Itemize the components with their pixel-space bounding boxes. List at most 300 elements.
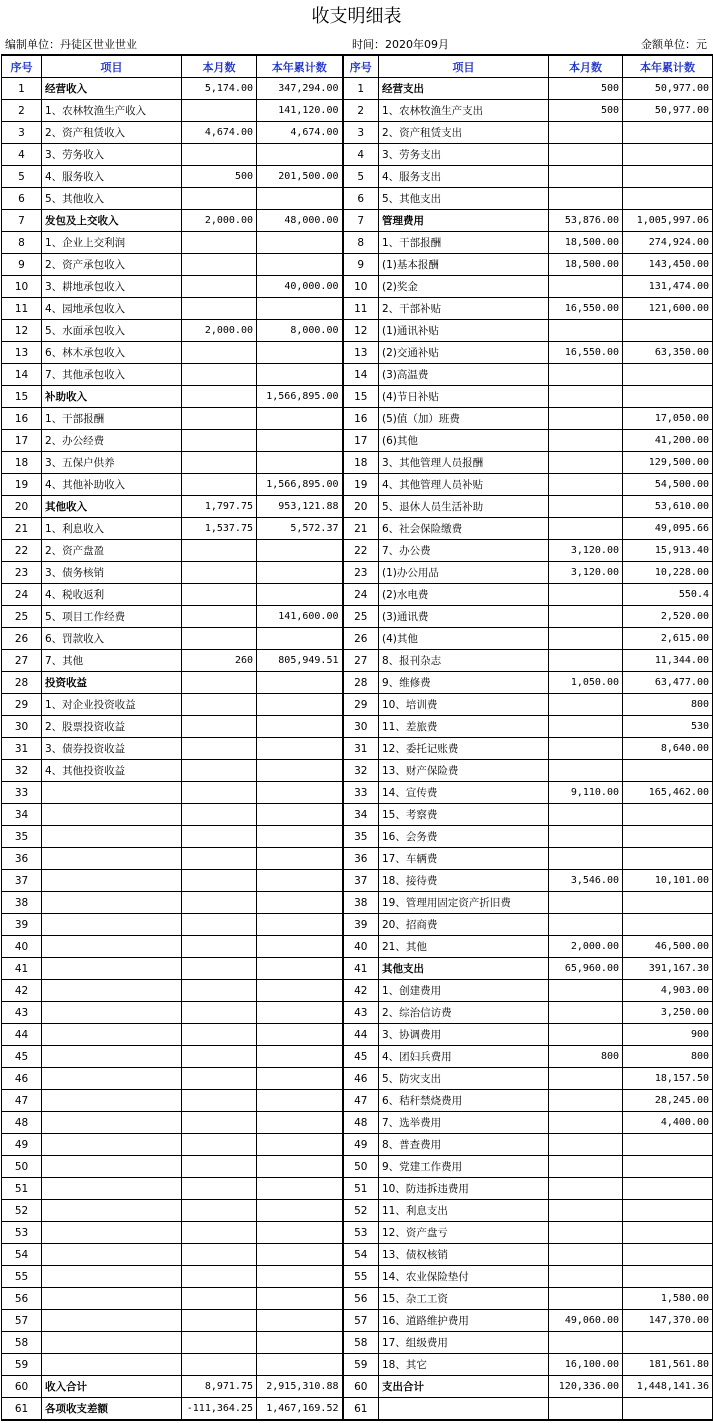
- income-month-value: [182, 672, 257, 694]
- expense-item: (3)高温费: [379, 364, 549, 386]
- row-index-right: 53: [343, 1222, 379, 1244]
- expense-ytd-value: 63,350.00: [623, 342, 713, 364]
- table-row: [2, 870, 713, 892]
- income-ytd-value: [257, 628, 343, 650]
- income-ytd-value: 347,294.00: [257, 78, 343, 100]
- expense-ytd-value: 41,200.00: [623, 430, 713, 452]
- expense-month-value: [549, 738, 623, 760]
- income-month-value: [182, 254, 257, 276]
- row-index-right: 48: [343, 1112, 379, 1134]
- income-item: 投资收益: [42, 672, 182, 694]
- row-index-left: 59: [2, 1354, 42, 1376]
- currency-unit: 金额单位：元: [641, 38, 707, 51]
- table-row: [2, 760, 713, 782]
- expense-ytd-value: 165,462.00: [623, 782, 713, 804]
- income-month-value: [182, 694, 257, 716]
- expense-month-value: [549, 1244, 623, 1266]
- income-item: [42, 804, 182, 826]
- expense-month-value: [549, 122, 623, 144]
- row-index-left: 31: [2, 738, 42, 760]
- table-row: [2, 738, 713, 760]
- income-ytd-value: [257, 298, 343, 320]
- expense-item: 管理费用: [379, 210, 549, 232]
- expense-ytd-value: 3,250.00: [623, 1002, 713, 1024]
- table-row: [2, 1112, 713, 1134]
- row-index-right: 42: [343, 980, 379, 1002]
- income-item: [42, 848, 182, 870]
- row-index-left: 12: [2, 320, 42, 342]
- expense-month-value: [549, 1002, 623, 1024]
- table-header-row: [2, 55, 713, 78]
- expense-month-value: [549, 1024, 623, 1046]
- row-index-left: 16: [2, 408, 42, 430]
- income-item: 5、项目工作经费: [42, 606, 182, 628]
- expense-item: 19、管理用固定资产折旧费: [379, 892, 549, 914]
- income-month-value: 1,797.75: [182, 496, 257, 518]
- row-index-right: 16: [343, 408, 379, 430]
- report-title: 收支明细表: [311, 6, 402, 27]
- row-index-left: 42: [2, 980, 42, 1002]
- row-index-right: 15: [343, 386, 379, 408]
- expense-ytd-value: [623, 1200, 713, 1222]
- row-index-left: 49: [2, 1134, 42, 1156]
- expense-month-value: 120,336.00: [549, 1376, 623, 1398]
- expense-month-value: [549, 1090, 623, 1112]
- table-row: [2, 1244, 713, 1266]
- expense-item: 16、道路维护费用: [379, 1310, 549, 1332]
- expense-item: 经营支出: [379, 78, 549, 100]
- expense-ytd-value: 46,500.00: [623, 936, 713, 958]
- row-index-left: 53: [2, 1222, 42, 1244]
- row-index-left: 8: [2, 232, 42, 254]
- row-index-left: 36: [2, 848, 42, 870]
- expense-item: (4)其他: [379, 628, 549, 650]
- expense-month-value: [549, 914, 623, 936]
- expense-item: (1)办公用品: [379, 562, 549, 584]
- income-month-value: [182, 1178, 257, 1200]
- row-index-left: 61: [2, 1398, 42, 1421]
- expense-item: 1、农林牧渔生产支出: [379, 100, 549, 122]
- row-index-right: 40: [343, 936, 379, 958]
- income-month-value: [182, 342, 257, 364]
- table-row: [2, 496, 713, 518]
- row-index-left: 18: [2, 452, 42, 474]
- expense-month-value: 53,876.00: [549, 210, 623, 232]
- expense-item: 6、社会保险缴费: [379, 518, 549, 540]
- row-index-left: 27: [2, 650, 42, 672]
- income-item: [42, 1002, 182, 1024]
- table-row: [2, 298, 713, 320]
- row-index-right: 61: [343, 1398, 379, 1421]
- income-item: [42, 1090, 182, 1112]
- header-ytd-left: 本年累计数: [257, 55, 343, 78]
- row-index-right: 17: [343, 430, 379, 452]
- row-index-right: 7: [343, 210, 379, 232]
- income-ytd-value: 48,000.00: [257, 210, 343, 232]
- income-item: [42, 1266, 182, 1288]
- expense-month-value: [549, 1266, 623, 1288]
- table-row: [2, 1178, 713, 1200]
- row-index-right: 30: [343, 716, 379, 738]
- expense-item: 6、秸秆禁烧费用: [379, 1090, 549, 1112]
- table-row: [2, 650, 713, 672]
- income-month-value: [182, 386, 257, 408]
- expense-month-value: 500: [549, 78, 623, 100]
- row-index-left: 57: [2, 1310, 42, 1332]
- expense-ytd-value: 50,977.00: [623, 78, 713, 100]
- income-item: [42, 1354, 182, 1376]
- table-row: [2, 518, 713, 540]
- row-index-left: 52: [2, 1200, 42, 1222]
- income-item: [42, 1068, 182, 1090]
- expense-ytd-value: [623, 892, 713, 914]
- row-index-right: 1: [343, 78, 379, 100]
- income-month-value: [182, 958, 257, 980]
- expense-month-value: 18,500.00: [549, 232, 623, 254]
- expense-ytd-value: [623, 166, 713, 188]
- income-month-value: [182, 1046, 257, 1068]
- income-item: [42, 1288, 182, 1310]
- income-month-value: [182, 1244, 257, 1266]
- row-index-right: 32: [343, 760, 379, 782]
- expense-item: 7、办公费: [379, 540, 549, 562]
- row-index-right: 13: [343, 342, 379, 364]
- income-ytd-value: [257, 584, 343, 606]
- income-month-value: [182, 628, 257, 650]
- expense-ytd-value: 131,474.00: [623, 276, 713, 298]
- table-row: [2, 364, 713, 386]
- row-index-right: 3: [343, 122, 379, 144]
- expense-month-value: [549, 804, 623, 826]
- table-row: [2, 1090, 713, 1112]
- expense-month-value: 3,546.00: [549, 870, 623, 892]
- row-index-left: 47: [2, 1090, 42, 1112]
- income-item: 3、劳务收入: [42, 144, 182, 166]
- income-ytd-value: [257, 1244, 343, 1266]
- expense-month-value: 1,050.00: [549, 672, 623, 694]
- income-item: [42, 1134, 182, 1156]
- income-item: 2、资产租赁收入: [42, 122, 182, 144]
- expense-ytd-value: 4,903.00: [623, 980, 713, 1002]
- income-ytd-value: 4,674.00: [257, 122, 343, 144]
- expense-month-value: [549, 166, 623, 188]
- expense-item: 18、接待费: [379, 870, 549, 892]
- income-month-value: [182, 760, 257, 782]
- income-ytd-value: [257, 364, 343, 386]
- expense-month-value: [549, 1178, 623, 1200]
- expense-ytd-value: 1,005,997.06: [623, 210, 713, 232]
- expense-ytd-value: 54,500.00: [623, 474, 713, 496]
- income-month-value: 500: [182, 166, 257, 188]
- income-item: [42, 914, 182, 936]
- income-month-value: [182, 364, 257, 386]
- expense-month-value: [549, 1112, 623, 1134]
- row-index-left: 25: [2, 606, 42, 628]
- row-index-left: 55: [2, 1266, 42, 1288]
- row-index-left: 46: [2, 1068, 42, 1090]
- expense-item: 2、干部补贴: [379, 298, 549, 320]
- table-row: [2, 1376, 713, 1398]
- row-index-right: 60: [343, 1376, 379, 1398]
- expense-month-value: [549, 276, 623, 298]
- income-item: 4、其他投资收益: [42, 760, 182, 782]
- income-item: [42, 892, 182, 914]
- expense-item: 5、其他支出: [379, 188, 549, 210]
- income-ytd-value: [257, 1200, 343, 1222]
- row-index-right: 26: [343, 628, 379, 650]
- expense-month-value: 65,960.00: [549, 958, 623, 980]
- income-month-value: [182, 1310, 257, 1332]
- income-item: 1、企业上交利润: [42, 232, 182, 254]
- expense-item: 4、团妇兵费用: [379, 1046, 549, 1068]
- income-item: 6、罚款收入: [42, 628, 182, 650]
- income-item: 5、水面承包收入: [42, 320, 182, 342]
- header-item-right: 项目: [379, 55, 549, 78]
- row-index-left: 20: [2, 496, 42, 518]
- income-ytd-value: [257, 1156, 343, 1178]
- income-month-value: [182, 540, 257, 562]
- expense-item: (3)通讯费: [379, 606, 549, 628]
- table-row: [2, 958, 713, 980]
- expense-ytd-value: 8,640.00: [623, 738, 713, 760]
- row-index-right: 19: [343, 474, 379, 496]
- row-index-right: 57: [343, 1310, 379, 1332]
- row-index-right: 35: [343, 826, 379, 848]
- income-month-value: [182, 1090, 257, 1112]
- row-index-left: 60: [2, 1376, 42, 1398]
- income-ytd-value: [257, 870, 343, 892]
- row-index-left: 56: [2, 1288, 42, 1310]
- income-ytd-value: 141,600.00: [257, 606, 343, 628]
- income-item: [42, 826, 182, 848]
- table-row: [2, 782, 713, 804]
- income-month-value: [182, 1002, 257, 1024]
- income-ytd-value: [257, 430, 343, 452]
- expense-ytd-value: 28,245.00: [623, 1090, 713, 1112]
- income-month-value: -111,364.25: [182, 1398, 257, 1421]
- row-index-left: 7: [2, 210, 42, 232]
- income-month-value: 2,000.00: [182, 210, 257, 232]
- row-index-right: 50: [343, 1156, 379, 1178]
- row-index-right: 58: [343, 1332, 379, 1354]
- expense-month-value: 16,550.00: [549, 342, 623, 364]
- expense-month-value: [549, 848, 623, 870]
- header-index-left: 序号: [2, 55, 42, 78]
- income-ytd-value: [257, 848, 343, 870]
- reporting-unit: 编制单位：丹徒区世业世业: [5, 38, 137, 51]
- expense-ytd-value: 53,610.00: [623, 496, 713, 518]
- expense-month-value: [549, 188, 623, 210]
- income-month-value: 8,971.75: [182, 1376, 257, 1398]
- income-item: 7、其他承包收入: [42, 364, 182, 386]
- table-row: [2, 1024, 713, 1046]
- income-ytd-value: 141,120.00: [257, 100, 343, 122]
- expense-month-value: 3,120.00: [549, 540, 623, 562]
- expense-ytd-value: 11,344.00: [623, 650, 713, 672]
- income-month-value: [182, 914, 257, 936]
- expense-ytd-value: 10,228.00: [623, 562, 713, 584]
- income-item: [42, 936, 182, 958]
- row-index-right: 33: [343, 782, 379, 804]
- expense-month-value: [549, 892, 623, 914]
- table-row: [2, 606, 713, 628]
- income-month-value: [182, 298, 257, 320]
- income-ytd-value: [257, 540, 343, 562]
- income-month-value: [182, 1200, 257, 1222]
- income-item: [42, 1200, 182, 1222]
- row-index-right: 39: [343, 914, 379, 936]
- income-item: [42, 1332, 182, 1354]
- expense-ytd-value: [623, 1266, 713, 1288]
- row-index-right: 5: [343, 166, 379, 188]
- income-ytd-value: [257, 1222, 343, 1244]
- table-row: [2, 672, 713, 694]
- expense-month-value: [549, 518, 623, 540]
- expense-month-value: 800: [549, 1046, 623, 1068]
- row-index-right: 54: [343, 1244, 379, 1266]
- row-index-left: 34: [2, 804, 42, 826]
- row-index-left: 15: [2, 386, 42, 408]
- expense-ytd-value: 10,101.00: [623, 870, 713, 892]
- header-month-right: 本月数: [549, 55, 623, 78]
- expense-month-value: [549, 584, 623, 606]
- expense-ytd-value: [623, 188, 713, 210]
- table-row: [2, 210, 713, 232]
- report-meta: [0, 34, 713, 54]
- row-index-left: 38: [2, 892, 42, 914]
- income-ytd-value: [257, 144, 343, 166]
- expense-month-value: [549, 826, 623, 848]
- expense-month-value: [549, 430, 623, 452]
- income-ytd-value: 1,467,169.52: [257, 1398, 343, 1421]
- income-ytd-value: [257, 958, 343, 980]
- income-ytd-value: [257, 188, 343, 210]
- income-item: [42, 1222, 182, 1244]
- income-month-value: [182, 1332, 257, 1354]
- expense-item: (2)奖金: [379, 276, 549, 298]
- row-index-right: 31: [343, 738, 379, 760]
- expense-ytd-value: [623, 1244, 713, 1266]
- table-row: [2, 628, 713, 650]
- expense-item: 3、其他管理人员报酬: [379, 452, 549, 474]
- income-item: [42, 1046, 182, 1068]
- table-row: [2, 78, 713, 100]
- table-row: [2, 562, 713, 584]
- income-ytd-value: [257, 892, 343, 914]
- expense-item: 1、干部报酬: [379, 232, 549, 254]
- income-month-value: [182, 1156, 257, 1178]
- income-item: 3、五保户供养: [42, 452, 182, 474]
- expense-ytd-value: 274,924.00: [623, 232, 713, 254]
- expense-ytd-value: [623, 826, 713, 848]
- expense-month-value: [549, 1398, 623, 1421]
- expense-item: 9、维修费: [379, 672, 549, 694]
- row-index-right: 8: [343, 232, 379, 254]
- income-item: 各项收支差额: [42, 1398, 182, 1421]
- expense-ytd-value: [623, 320, 713, 342]
- expense-ytd-value: 49,095.66: [623, 518, 713, 540]
- table-row: [2, 1156, 713, 1178]
- row-index-right: 49: [343, 1134, 379, 1156]
- expense-item: 4、服务支出: [379, 166, 549, 188]
- income-ytd-value: [257, 738, 343, 760]
- income-month-value: [182, 584, 257, 606]
- income-month-value: [182, 716, 257, 738]
- row-index-left: 1: [2, 78, 42, 100]
- income-month-value: [182, 562, 257, 584]
- row-index-left: 23: [2, 562, 42, 584]
- expense-month-value: [549, 760, 623, 782]
- income-item: 2、资产盘盈: [42, 540, 182, 562]
- income-item: 3、债务核销: [42, 562, 182, 584]
- expense-ytd-value: 147,370.00: [623, 1310, 713, 1332]
- income-item: 发包及上交收入: [42, 210, 182, 232]
- income-ytd-value: [257, 1024, 343, 1046]
- row-index-left: 5: [2, 166, 42, 188]
- expense-item: 14、农业保险垫付: [379, 1266, 549, 1288]
- expense-ytd-value: 2,520.00: [623, 606, 713, 628]
- table-row: [2, 452, 713, 474]
- income-item: [42, 782, 182, 804]
- row-index-right: 51: [343, 1178, 379, 1200]
- expense-ytd-value: [623, 1332, 713, 1354]
- expense-ytd-value: [623, 804, 713, 826]
- expense-item: (4)节日补贴: [379, 386, 549, 408]
- expense-item: 11、利息支出: [379, 1200, 549, 1222]
- expense-item: 2、综治信访费: [379, 1002, 549, 1024]
- expense-item: 21、其他: [379, 936, 549, 958]
- expense-month-value: 49,060.00: [549, 1310, 623, 1332]
- table-row: [2, 694, 713, 716]
- table-row: [2, 848, 713, 870]
- expense-ytd-value: 391,167.30: [623, 958, 713, 980]
- expense-ytd-value: [623, 1134, 713, 1156]
- income-month-value: [182, 804, 257, 826]
- row-index-right: 6: [343, 188, 379, 210]
- report-period: 时间：2020年09月: [352, 38, 449, 51]
- income-item: 1、农林牧渔生产收入: [42, 100, 182, 122]
- expense-ytd-value: [623, 1398, 713, 1421]
- income-item: [42, 1112, 182, 1134]
- expense-item: 17、组级费用: [379, 1332, 549, 1354]
- row-index-left: 22: [2, 540, 42, 562]
- expense-item: 4、其他管理人员补贴: [379, 474, 549, 496]
- row-index-right: 14: [343, 364, 379, 386]
- row-index-left: 3: [2, 122, 42, 144]
- expense-item: 3、协调费用: [379, 1024, 549, 1046]
- table-row: [2, 386, 713, 408]
- income-item: [42, 1310, 182, 1332]
- row-index-right: 24: [343, 584, 379, 606]
- table-row: [2, 144, 713, 166]
- expense-ytd-value: [623, 386, 713, 408]
- row-index-left: 26: [2, 628, 42, 650]
- income-month-value: [182, 430, 257, 452]
- row-index-right: 25: [343, 606, 379, 628]
- income-month-value: [182, 474, 257, 496]
- row-index-left: 58: [2, 1332, 42, 1354]
- expense-month-value: [549, 408, 623, 430]
- income-item: 2、办公经费: [42, 430, 182, 452]
- table-row: [2, 1310, 713, 1332]
- income-ytd-value: [257, 562, 343, 584]
- income-ytd-value: 1,566,895.00: [257, 386, 343, 408]
- expense-item: 8、普查费用: [379, 1134, 549, 1156]
- income-month-value: [182, 848, 257, 870]
- income-month-value: [182, 870, 257, 892]
- row-index-right: 34: [343, 804, 379, 826]
- expense-ytd-value: 1,448,141.36: [623, 1376, 713, 1398]
